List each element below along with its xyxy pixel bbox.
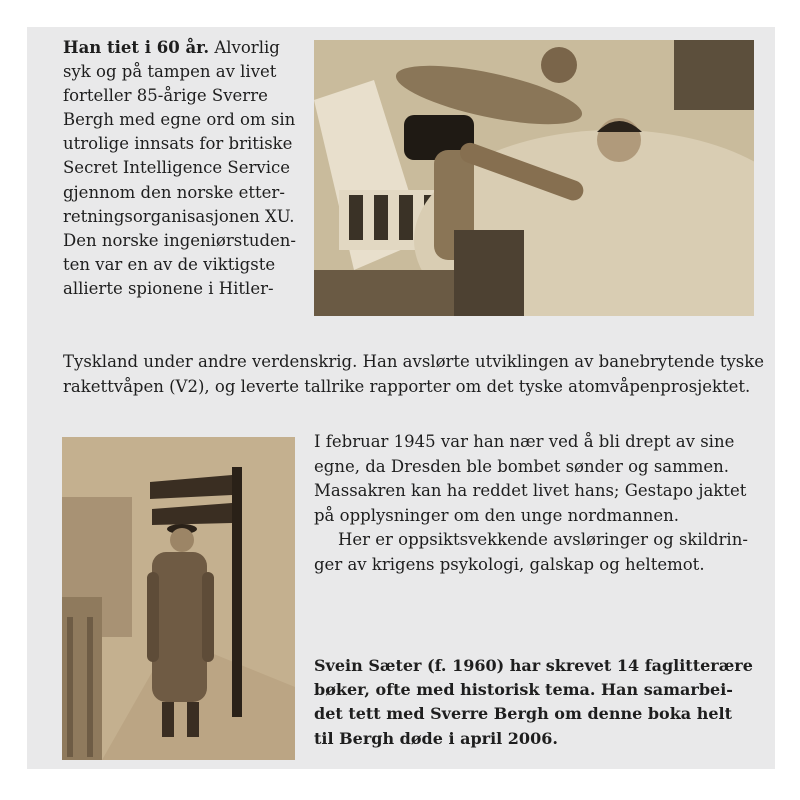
paragraph3-line-0: Her er oppsiktsvekkende avsløringer og skildrin-	[338, 530, 748, 549]
paragraph2-line-1: egne, da Dresden ble bombet sønder og sammen.	[314, 456, 730, 476]
intro-full-line-1: rakettvåpen (V2), og leverte tallrike rapporter om det tyske atomvåpenprosjektet.	[63, 377, 751, 396]
intro-lead: Han tiet i 60 år.	[63, 38, 210, 57]
intro-line-6: gjennom den norske etter-	[63, 182, 285, 202]
bio-line-2: det tett med Sverre Bergh om denne boka helt	[314, 704, 732, 724]
author-bio	[314, 654, 759, 751]
intro-line-8: Den norske ingeniørstuden-	[63, 230, 296, 250]
paragraph2-line-0: I februar 1945 var han nær ved å bli drept av sine	[314, 432, 735, 451]
intro-line-9: ten var en av de viktigste	[63, 254, 276, 274]
intro-column	[63, 36, 301, 301]
intro-line-3: Bergh med egne ord om sin	[63, 110, 296, 130]
intro-line-10: allierte spionene i Hitler-	[63, 278, 274, 298]
paragraph3-line-1: ger av krigens psykologi, galskap og heltemot.	[314, 554, 705, 574]
intro-line-4: utrolige innsats for britiske	[63, 134, 293, 154]
paragraph-dresden	[314, 430, 754, 577]
beach-photo-drawing	[314, 40, 754, 316]
bio-line-1: bøker, ofte med historisk tema. Han samarbei-	[314, 680, 733, 700]
intro-line-5: Secret Intelligence Service	[63, 158, 290, 178]
intro-full-line-0: Tyskland under andre verdenskrig. Han avslørte utviklingen av banebrytende tyske	[63, 352, 765, 371]
street-photo	[62, 437, 295, 760]
bio-line-0: Svein Sæter (f. 1960) har skrevet 14 faglitterære	[314, 656, 753, 675]
book-back-cover	[27, 27, 775, 769]
street-photo-drawing	[62, 437, 295, 760]
paragraph2-line-3: på opplysninger om den unge nordmannen.	[314, 505, 679, 525]
intro-line-0: Alvorlig	[209, 38, 280, 57]
beach-photo	[314, 40, 754, 316]
intro-line-1: syk og på tampen av livet	[63, 62, 277, 82]
intro-line-2: forteller 85-årige Sverre	[63, 86, 268, 106]
paragraph2-line-2: Massakren kan ha reddet livet hans; Gestapo jaktet	[314, 481, 747, 500]
bio-line-3: til Bergh døde i april 2006.	[314, 728, 558, 748]
intro-line-7: retningsorganisasjonen XU.	[63, 206, 295, 226]
